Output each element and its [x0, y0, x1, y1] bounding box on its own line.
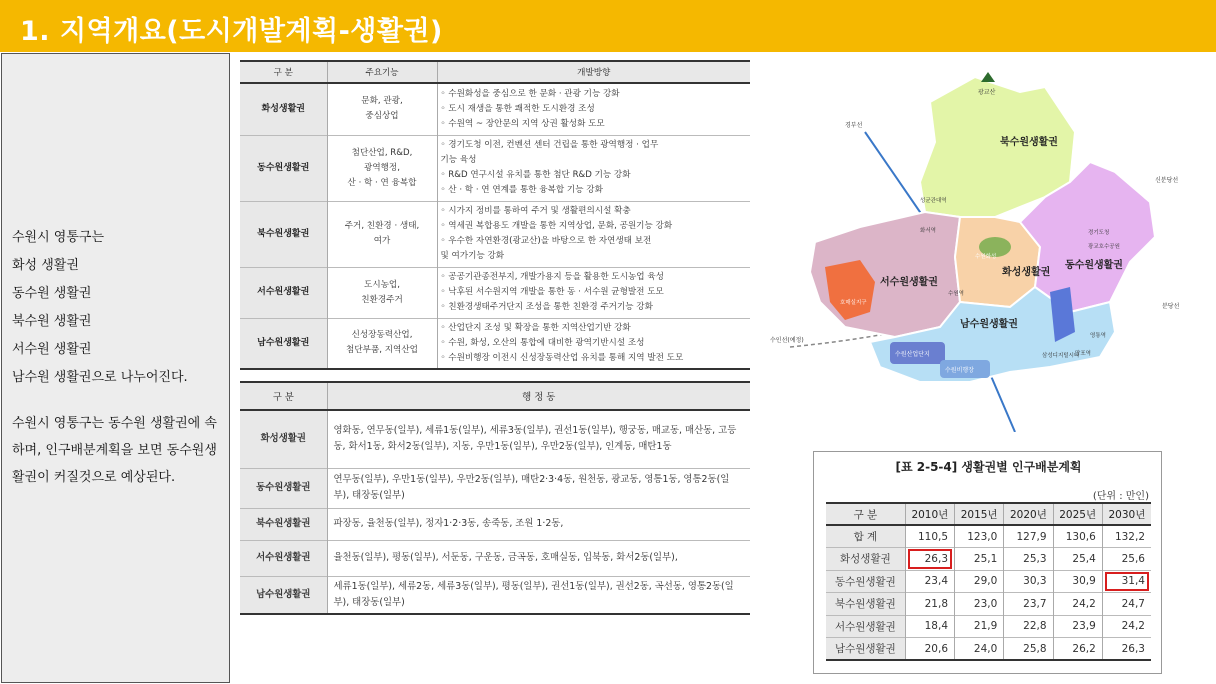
function-line: 광역행정, — [364, 162, 400, 173]
direction-line: ◦ 낙후된 서수원지역 개발을 통한 동 · 서수원 균형발전 도모 — [440, 287, 664, 297]
table-row — [240, 540, 750, 576]
row-dongs: 율천동(일부), 평동(일부), 서둔동, 구운동, 금곡동, 호매실동, 입북동, 화서2동(일부), — [327, 540, 750, 576]
label-hwaseo: 화서역 — [920, 228, 936, 234]
table-row — [240, 410, 750, 468]
row-category: 서수원생활권 — [240, 540, 327, 576]
table-row — [240, 576, 750, 614]
row-functions — [327, 318, 437, 369]
table-row — [240, 508, 750, 540]
population-value: 24,2 — [1053, 593, 1102, 616]
label-samsung: 삼성디지털시티 — [1042, 353, 1080, 359]
population-table-box — [813, 451, 1162, 674]
function-line: 문화, 관광, — [361, 96, 403, 107]
label-industrial: 수원산업단지 — [895, 351, 930, 358]
direction-line: ◦ 시가지 정비를 통하여 주거 및 생활편의시설 확충 — [440, 206, 631, 216]
function-line: 신성장동력산업, — [351, 330, 413, 341]
row-category: 화성생활권 — [240, 83, 327, 135]
summary-panel — [1, 53, 230, 683]
header-category: 구 분 — [826, 503, 905, 525]
row-directions — [437, 201, 750, 267]
row-dongs: 파장동, 율천동(일부), 정자1·2·3동, 송죽동, 조원 1·2동, — [327, 508, 750, 540]
label-gwanggyo-mt: 광교산 — [978, 89, 996, 96]
district-map — [770, 72, 1210, 432]
direction-line: ◦ 수원비행장 이전시 신성장동력산업 유치를 통해 지역 발전 도모 — [440, 352, 684, 363]
row-dongs: 세류1동(일부), 세류2동, 세류3동(일부), 평동(일부), 권선1동(일부), 권선2동, 곡선동, 영통2동(일부), 태장동(일부) — [327, 576, 750, 614]
function-line: 중심상업 — [365, 111, 399, 122]
page-title: 1. 지역개요(도시개발계획-생활권) — [20, 16, 443, 47]
summary-line: 수원시 영통구는 — [12, 230, 105, 245]
direction-line: 기능 육성 — [440, 155, 477, 165]
table-row — [826, 593, 1151, 616]
population-value: 26,3 — [1102, 638, 1151, 661]
table-row — [826, 570, 1151, 593]
summary-text — [12, 224, 227, 491]
label-gwanggyo-lake: 광교호수공원 — [1088, 244, 1120, 250]
label-west: 서수원생활권 — [880, 277, 938, 288]
row-category: 동수원생활권 — [240, 135, 327, 201]
summary-line: 화성 생활권 — [12, 258, 79, 273]
label-suwon-station: 수원역 — [948, 291, 964, 297]
population-value: 21,9 — [955, 615, 1004, 638]
table-row — [240, 201, 750, 267]
label-yeongtong: 영통역 — [1090, 333, 1106, 339]
table-row — [240, 468, 750, 508]
row-category: 북수원생활권 — [826, 593, 905, 616]
row-functions — [327, 201, 437, 267]
header-directions: 개발방향 — [437, 61, 750, 83]
summary-line: 남수원 생활권으로 나누어진다. — [12, 370, 188, 385]
label-sinbundang: 신분당선 — [1155, 177, 1179, 184]
row-category: 화성생활권 — [240, 410, 327, 468]
row-category: 북수원생활권 — [240, 201, 327, 267]
table-row — [240, 83, 750, 135]
header-year: 2010년 — [905, 503, 954, 525]
header-year: 2025년 — [1053, 503, 1102, 525]
population-value: 22,8 — [1004, 615, 1053, 638]
function-line: 산 · 학 · 연 융복합 — [347, 177, 417, 188]
summary-line: 북수원 생활권 — [12, 314, 92, 329]
function-line: 주거, 친환경 · 생태, — [344, 221, 420, 231]
table-row — [826, 638, 1151, 661]
row-directions — [437, 267, 750, 318]
row-directions — [437, 318, 750, 369]
direction-line: ◦ 도시 재생을 통한 쾌적한 도시환경 조성 — [440, 103, 595, 114]
title-bar — [0, 0, 1216, 52]
population-table — [826, 502, 1151, 661]
population-value-highlighted: 26,3 — [905, 548, 954, 571]
table-header-row — [826, 503, 1151, 525]
population-value: 24,0 — [955, 638, 1004, 661]
summary-line: 서수원 생활권 — [12, 342, 92, 357]
label-mangpo: 망포역 — [1075, 351, 1091, 357]
function-direction-table — [240, 60, 750, 370]
row-category: 남수원생활권 — [826, 638, 905, 661]
function-line: 첨단부품, 지역산업 — [346, 345, 418, 356]
direction-line: ◦ 수원역 ~ 장안문의 지역 상권 활성화 도모 — [440, 118, 605, 129]
row-functions — [327, 83, 437, 135]
table-row — [826, 548, 1151, 571]
population-value: 23,9 — [1053, 615, 1102, 638]
direction-line: ◦ 산 · 학 · 연 연계를 통한 융복합 기능 강화 — [440, 185, 603, 195]
label-airfield: 수원비행장 — [945, 367, 974, 374]
label-paldalmun: 수원화성 — [975, 254, 997, 260]
function-line: 친환경주거 — [361, 294, 403, 305]
population-table-title: [표 2-5-4] 생활권별 인구배분계획 — [895, 460, 1082, 474]
label-sungkyunkwan: 성균관대역 — [920, 198, 947, 204]
label-gyeonggi-office: 경기도청 — [1088, 230, 1110, 236]
direction-line: ◦ 수원화성을 중심으로 한 문화 · 관광 기능 강화 — [440, 88, 620, 99]
population-value: 130,6 — [1053, 525, 1102, 548]
population-value: 20,6 — [905, 638, 954, 661]
header-year: 2020년 — [1004, 503, 1053, 525]
table-row — [240, 135, 750, 201]
table-row — [240, 267, 750, 318]
population-value: 24,7 — [1102, 593, 1151, 616]
table-header-row — [240, 382, 750, 410]
label-north: 북수원생활권 — [1000, 137, 1058, 148]
population-value: 23,4 — [905, 570, 954, 593]
header-year: 2015년 — [955, 503, 1004, 525]
population-value: 30,9 — [1053, 570, 1102, 593]
summary-paragraph: 수원시 영통구는 동수원 생활권에 속하며, 인구배분계획을 보면 동수원생활권이 커질것으로 예상된다. — [12, 416, 217, 485]
header-dongs: 행 정 동 — [327, 382, 750, 410]
population-value: 110,5 — [905, 525, 954, 548]
row-functions — [327, 267, 437, 318]
function-line: 도시농업, — [364, 279, 400, 290]
row-category: 동수원생활권 — [240, 468, 327, 508]
row-category: 합 계 — [826, 525, 905, 548]
table-row — [240, 318, 750, 369]
table-header-row — [240, 61, 750, 83]
table-row — [826, 615, 1151, 638]
direction-line: 및 여가기능 강화 — [440, 251, 505, 261]
population-value: 30,3 — [1004, 570, 1053, 593]
admin-dong-table — [240, 381, 750, 615]
population-value: 132,2 — [1102, 525, 1151, 548]
header-category: 구 분 — [240, 61, 327, 83]
direction-line: ◦ 공공기관종전부지, 개발가용지 등을 활용한 도시농업 육성 — [440, 272, 664, 282]
label-gyeongbu: 경부선 — [845, 122, 863, 129]
direction-line: ◦ 수원, 화성, 오산의 통합에 대비한 광역기반시설 조성 — [440, 337, 645, 348]
district-map-svg — [770, 72, 1210, 432]
population-value: 25,1 — [955, 548, 1004, 571]
header-category: 구 분 — [240, 382, 327, 410]
population-value: 127,9 — [1004, 525, 1053, 548]
row-category: 남수원생활권 — [240, 576, 327, 614]
function-line: 여가 — [373, 236, 391, 246]
header-year: 2030년 — [1102, 503, 1151, 525]
summary-line: 동수원 생활권 — [12, 286, 92, 301]
population-value: 23,0 — [955, 593, 1004, 616]
row-category: 서수원생활권 — [826, 615, 905, 638]
label-bundang: 분당선 — [1162, 303, 1180, 310]
row-category: 남수원생활권 — [240, 318, 327, 369]
population-value: 29,0 — [955, 570, 1004, 593]
label-hotspot: 호매실지구 — [840, 300, 867, 306]
direction-line: ◦ R&D 연구시설 유치를 통한 첨단 R&D 기능 강화 — [440, 170, 631, 180]
direction-line: ◦ 산업단지 조성 및 확장을 통한 지역산업기반 강화 — [440, 322, 631, 333]
population-value: 18,4 — [905, 615, 954, 638]
population-value: 26,2 — [1053, 638, 1102, 661]
mountain-icon — [981, 72, 995, 82]
row-directions — [437, 135, 750, 201]
row-dongs: 영화동, 연무동(일부), 세류1동(일부), 세류3동(일부), 권선1동(일부), 행궁동, 매교동, 매산동, 고등동, 화서1동, 화서2동(일부), 지동, 우만1동(일부), 우만2동(일부), 인계동, 매탄1동 — [327, 410, 750, 468]
label-east: 동수원생활권 — [1065, 260, 1123, 271]
row-dongs: 연무동(일부), 우만1동(일부), 우만2동(일부), 매탄2·3·4동, 원천동, 광교동, 영통1동, 영통2동(일부), 태장동(일부) — [327, 468, 750, 508]
label-central: 화성생활권 — [1002, 267, 1051, 278]
population-value-highlighted: 31,4 — [1102, 570, 1151, 593]
table-row — [826, 525, 1151, 548]
label-suin: 수인선(예정) — [770, 337, 804, 344]
direction-line: ◦ 경기도청 이전, 컨벤션 센터 건립을 통한 광역행정 · 업무 — [440, 140, 659, 150]
row-category: 북수원생활권 — [240, 508, 327, 540]
row-category: 동수원생활권 — [826, 570, 905, 593]
population-value: 25,6 — [1102, 548, 1151, 571]
direction-line: ◦ 우수한 자연환경(광교산)을 바탕으로 한 자연생태 보전 — [440, 236, 652, 246]
function-line: 첨단산업, R&D, — [351, 147, 413, 158]
population-value: 123,0 — [955, 525, 1004, 548]
population-value: 25,4 — [1053, 548, 1102, 571]
population-value: 25,3 — [1004, 548, 1053, 571]
row-category: 화성생활권 — [826, 548, 905, 571]
population-table-unit: (단위 : 만인) — [1092, 491, 1149, 502]
population-value: 21,8 — [905, 593, 954, 616]
direction-line: ◦ 역세권 복합용도 개발을 통한 지역상업, 문화, 공원기능 강화 — [440, 221, 673, 231]
row-directions — [437, 83, 750, 135]
population-value: 24,2 — [1102, 615, 1151, 638]
population-value: 25,8 — [1004, 638, 1053, 661]
label-south: 남수원생활권 — [960, 319, 1018, 330]
row-functions — [327, 135, 437, 201]
row-category: 서수원생활권 — [240, 267, 327, 318]
direction-line: ◦ 친환경생태주거단지 조성을 통한 친환경 주거기능 강화 — [440, 302, 653, 312]
header-functions: 주요기능 — [327, 61, 437, 83]
population-value: 23,7 — [1004, 593, 1053, 616]
